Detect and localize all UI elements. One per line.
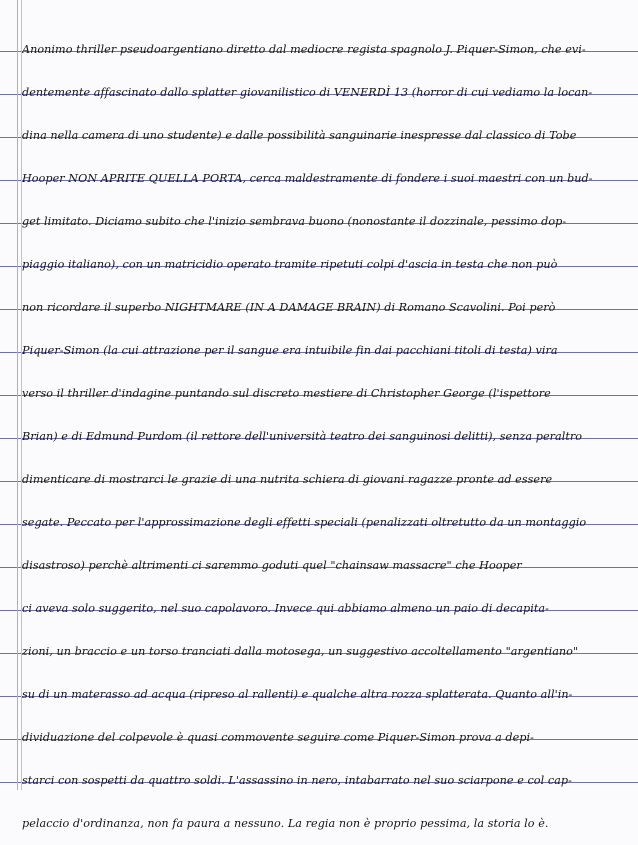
text-line: ci aveva solo suggerito, nel suo capolavoro. Invece qui abbiamo almeno un paio di decapita- bbox=[22, 602, 549, 615]
left-margin-line bbox=[17, 0, 18, 790]
text-line: dimenticare di mostrarci le grazie di una nutrita schiera di giovani ragazze pronte ad essere bbox=[22, 473, 553, 486]
text-line: segate. Peccato per l'approssimazione degli effetti speciali (penalizzati oltretutto da un montaggio bbox=[22, 516, 587, 529]
text-line: verso il thriller d'indagine puntando sul discreto mestiere di Christopher George (l'ispettore bbox=[22, 387, 551, 400]
text-line: dina nella camera di uno studente) e dalle possibilità sanguinarie inespresse dal classico di Tobe bbox=[22, 129, 577, 142]
text-line: dividuazione del colpevole è quasi commovente seguire come Piquer-Simon prova a depi- bbox=[22, 731, 534, 744]
text-line: Piquer-Simon (la cui attrazione per il sangue era intuibile fin dai pacchiani titoli di testa) vira bbox=[22, 344, 558, 357]
text-line: Brian) e di Edmund Purdom (il rettore dell'università teatro dei sanguinosi delitti), senza peraltro bbox=[22, 430, 583, 443]
text-line: Anonimo thriller pseudoargentiano diretto dal mediocre regista spagnolo J. Piquer-Simon, che evi- bbox=[22, 43, 586, 56]
text-line: starci con sospetti da quattro soldi. L'assassino in nero, intabarrato nel suo sciarpone e col cap- bbox=[22, 774, 572, 787]
text-line: get limitato. Diciamo subito che l'inizio sembrava buono (nonostante il dozzinale, pessimo dop- bbox=[22, 215, 567, 228]
text-line: su di un materasso ad acqua (ripreso al rallenti) e qualche altra rozza splatterata. Quanto all'in- bbox=[22, 688, 573, 701]
text-line: Hooper NON APRITE QUELLA PORTA, cerca maldestramente di fondere i suoi maestri con un bud- bbox=[22, 172, 593, 185]
text-line: non ricordare il superbo NIGHTMARE (IN A DAMAGE BRAIN) di Romano Scavolini. Poi però bbox=[22, 301, 556, 314]
text-line: pelaccio d'ordinanza, non fa paura a nessuno. La regia non è proprio pessima, la storia lo è. bbox=[22, 817, 549, 830]
text-line: zioni, un braccio e un torso tranciati dalla motosega, un suggestivo accoltellamento "argentiano" bbox=[22, 645, 579, 658]
text-line: dentemente affascinato dallo splatter giovanilistico di VENERDÌ 13 (horror di cui vediamo la locan- bbox=[22, 86, 593, 99]
handwritten-text-block bbox=[22, 28, 628, 845]
text-line: disastroso) perchè altrimenti ci saremmo goduti quel "chainsaw massacre" che Hooper bbox=[22, 559, 522, 572]
text-line: piaggio italiano), con un matricidio operato tramite ripetuti colpi d'ascia in testa che non può bbox=[22, 258, 558, 271]
